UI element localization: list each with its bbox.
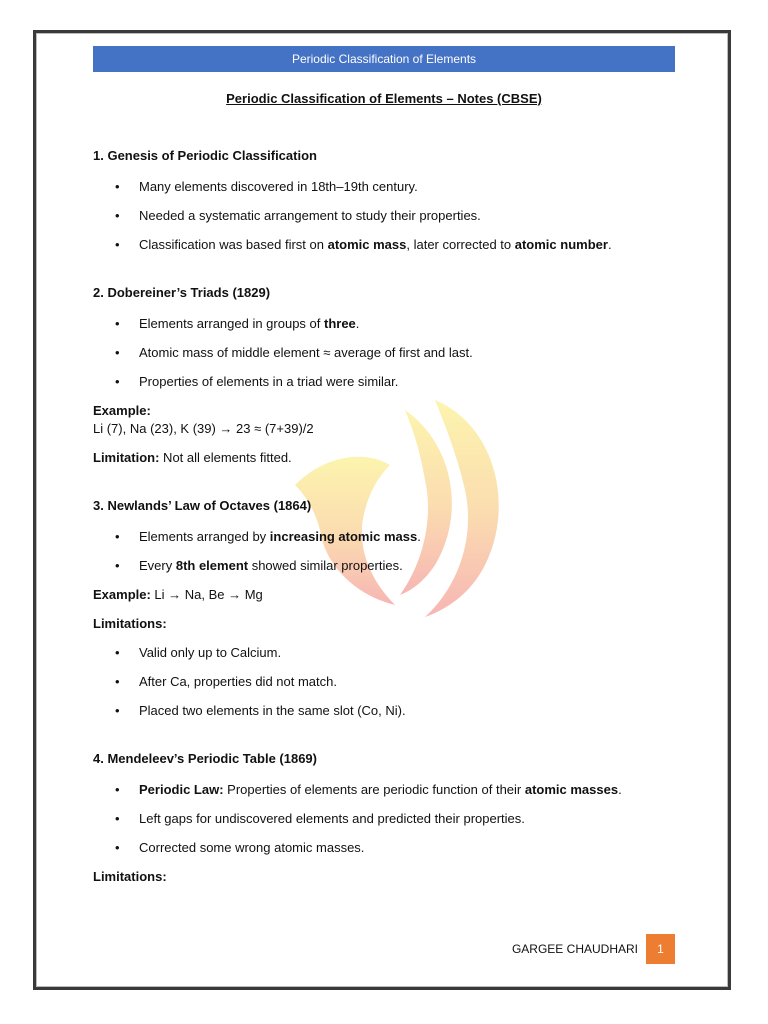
page-number-badge: 1 [646,934,675,964]
text-run: Li → Na, Be → Mg [150,587,263,602]
bullet-list-newlands [93,528,675,575]
list-item: • Atomic mass of middle element ≈ average of first and last. [93,344,675,362]
list-item: • Left gaps for undiscovered elements and predicted their properties. [93,810,675,828]
text-run: Not all elements fitted. [159,450,292,465]
bullet-list-dobereiner [93,315,675,391]
limitations-label [93,868,675,886]
example-label [93,402,675,420]
section-heading-genesis: 1. Genesis of Periodic Classification [93,148,317,163]
bold-term: Example: [93,587,151,602]
list-item [93,315,675,333]
text-run: Elements arranged in groups of [139,316,324,331]
bold-term: Example: [93,403,151,418]
section-heading-mendeleev: 4. Mendeleev’s Periodic Table (1869) [93,751,317,766]
text-run: . [417,529,421,544]
limitations-label [93,615,675,633]
bold-term: Limitations: [93,869,167,884]
bullet-list-mendeleev [93,781,675,857]
text-run: . [618,782,622,797]
text-run: Every [139,558,176,573]
bold-term: 8th element [175,558,249,573]
list-item [93,781,675,799]
text-run: , later corrected to [406,237,515,252]
list-item: • Corrected some wrong atomic masses. [93,839,675,857]
bold-term: increasing atomic mass [269,529,418,544]
bold-term: Limitations: [93,616,167,631]
text-run: . [607,237,612,252]
example-text [93,586,675,604]
example-text: Li (7), Na (23), K (39) → 23 ≈ (7+39)/2 [93,421,314,436]
bold-term: Limitation: [93,450,160,465]
bold-term: three [324,316,356,331]
text-run: showed similar properties. [248,558,403,573]
list-item: • Needed a systematic arrangement to study their properties. [93,207,675,225]
header-bar: Periodic Classification of Elements [93,46,675,72]
bold-term: atomic number [514,237,608,252]
bullet-list-genesis [93,178,675,254]
list-item [93,528,675,546]
list-item: • Properties of elements in a triad were similar. [93,373,675,391]
list-item: • Many elements discovered in 18th–19th century. [93,178,675,196]
list-item [93,557,675,575]
text-run: Elements arranged by [139,529,270,544]
footer-author: GARGEE CHAUDHARI [511,942,638,956]
text-run: Classification was based first on [139,237,328,252]
list-item: • After Ca, properties did not match. [93,673,675,691]
text-run: Properties of elements are periodic function of their [223,782,525,797]
bold-term: atomic masses [524,782,619,797]
bold-term: Periodic Law: [139,782,224,797]
list-item: • Valid only up to Calcium. [93,644,675,662]
list-item: • Placed two elements in the same slot (Co, Ni). [93,702,675,720]
text-run: . [355,316,360,331]
document-title: Periodic Classification of Elements – Notes (CBSE) [226,91,542,106]
limitation-text [93,449,675,467]
bold-term: atomic mass [327,237,407,252]
bullet-list-newlands-limitations [93,644,675,720]
document-content [93,147,675,897]
section-heading-newlands: 3. Newlands’ Law of Octaves (1864) [93,498,312,513]
list-item [93,236,675,254]
section-heading-dobereiner: 2. Dobereiner’s Triads (1829) [93,285,271,300]
